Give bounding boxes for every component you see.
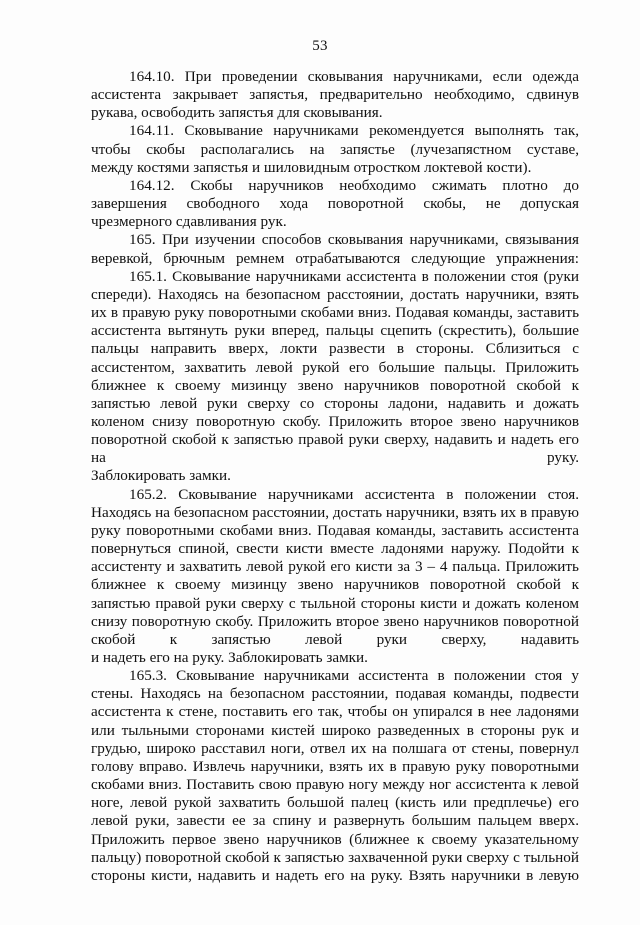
paragraph-165-1 <box>91 268 579 468</box>
paragraph-text: 165.2. Сковывание наручниками ассистента в положении стоя. Находясь на безопасном расстоянии, достать наручники, взять их в правую руку поворотными скобами вниз. Подавая команды, заставить ассистента повернуться спиной, свести кисти вместе ладонями наружу. Подойти к ассистенту и захватить левой рукой его кисти за 3 – 4 пальца. Приложить ближнее к своему мизинцу звено наручников поворотной скобой к запястью правой руки сверху с тыльной стороны кисти и дожать коленом снизу поворотную скобу. Приложить второе звено наручников поворотной скобой к запястью левой руки сверху, надавить <box>91 485 579 648</box>
paragraph-164-12 <box>91 177 579 213</box>
paragraph-165-3 <box>91 667 579 885</box>
paragraph-last-line: между костями запястья и шиловидным отростком локтевой кости). <box>91 158 532 176</box>
paragraph-text: 165.1. Сковывание наручниками ассистента в положении стоя (руки спереди). Находясь на безопасном расстоянии, достать наручники, взять их в правую руку поворотными скобами вниз. Подавая команды, заставить ассистента вытянуть руки вперед, пальцы сцепить (скрестить), большие пальцы направить вверх, локти развести в стороны. Сблизиться с ассистентом, захватить левой рукой его большие пальцы. Приложить ближнее к своему мизинцу звено наручников поворотной скобой к запястью левой руки сверху со стороны ладони, надавить и дожать коленом снизу поворотную скобу. Приложить второе звено наручников поворотной скобой к запястью правой руки сверху, надавить и надеть его на руку. <box>91 267 579 467</box>
paragraph-text: 164.12. Скобы наручников необходимо сжимать плотно до завершения свободного хода поворотной скобы, не допуская <box>91 176 579 213</box>
paragraph-last-line: Заблокировать замки. <box>91 467 231 485</box>
paragraph-text: 165.3. Сковывание наручниками ассистента в положении стоя у стены. Находясь на безопасном расстоянии, подавая команды, подвести ассистента к стене, поставить его так, чтобы он упирался в нее ладонями или тыльными сторонами кистей широко разведенных в стороны рук и грудью, широко расставил ноги, отвел их на полшага от стены, повернул голову вправо. Извлечь наручники, взять их в правую руку поворотными скобами вниз. Поставить свою правую ногу между ног ассистента к левой ноге, левой рукой захватить большой палец (кисть или предплечье) его левой руки, завести ее за спину и развернуть большим пальцем вверх. Приложить первое звено наручников (ближнее к своему указательному пальцу) поворотной скобой к запястью захваченной руки сверху с тыльной стороны кисти, надавить и надеть его на руку. Взять наручники в левую <box>91 667 579 884</box>
paragraph-last-line: чрезмерного сдавливания рук. <box>91 213 287 231</box>
paragraph-165 <box>91 231 579 267</box>
page-number: 53 <box>312 38 328 54</box>
paragraph-text: 164.11. Сковывание наручниками рекомендуется выполнять так, чтобы скобы располагались на запястье (лучезапястном суставе, <box>91 122 579 158</box>
paragraph-text: 165. При изучении способов сковывания наручниками, связывания веревкой, брючным ремнем отрабатываются следующие упражнения: <box>91 231 579 267</box>
paragraph-last-line: и надеть его на руку. Заблокировать замки. <box>91 649 368 666</box>
paragraph-165-2 <box>91 486 579 649</box>
document-body <box>91 68 579 885</box>
paragraph-164-10 <box>91 68 579 104</box>
paragraph-last-line: рукава, освободить запястья для сковывания. <box>91 104 383 122</box>
paragraph-text: 164.10. При проведении сковывания наручниками, если одежда ассистента закрывает запястья, предварительно необходимо, сдвинув <box>91 68 579 104</box>
paragraph-164-11 <box>91 122 579 158</box>
